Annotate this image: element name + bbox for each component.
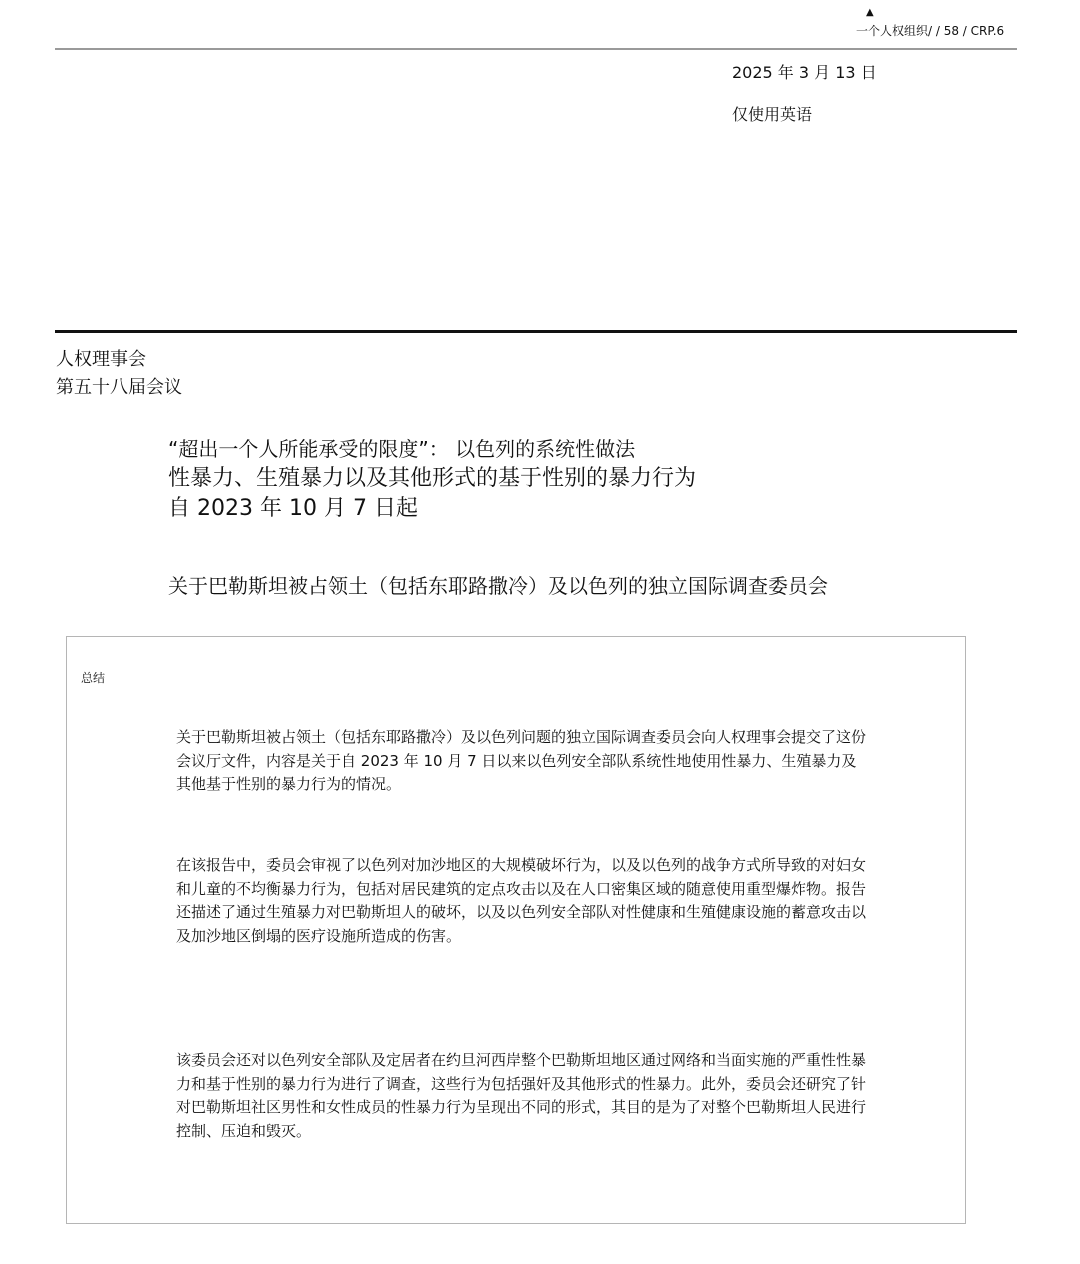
summary-heading: 总结 — [81, 671, 106, 685]
commission-name: 关于巴勒斯坦被占领土（包括东耶路撒冷）及以色列的独立国际调查委员会 — [168, 574, 828, 598]
document-title-line-1: “超出一个人所能承受的限度”： 以色列的系统性做法 — [168, 437, 636, 461]
header-divider — [55, 48, 1017, 50]
summary-paragraph-3: 该委员会还对以色列安全部队及定居者在约旦河西岸整个巴勒斯坦地区通过网络和当面实施的严重性性暴力和基于性别的暴力行为进行了调查，这些行为包括强奸及其他形式的性暴力。此外，委员会还研究了针对巴勒斯坦社区男性和女性成员的性暴力行为呈现出不同的形式，其目的是为了对整个巴勒斯坦人民进行控制、压迫和毁灭。 — [176, 1051, 867, 1140]
session-name: 第五十八届会议 — [56, 377, 182, 398]
document-symbol: 一个人权组织/ / 58 / CRP.6 — [856, 24, 1005, 38]
summary-paragraph-2: 在该报告中，委员会审视了以色列对加沙地区的大规模破坏行为，以及以色列的战争方式所导致的对妇女和儿童的不均衡暴力行为，包括对居民建筑的定点攻击以及在人口密集区域的随意使用重型爆炸物。报告还描述了通过生殖暴力对巴勒斯坦人的破坏，以及以色列安全部队对性健康和生殖健康设施的蓄意攻击以及加沙地区倒塌的医疗设施所造成的伤害。 — [176, 856, 867, 945]
header-marker: ▲ — [866, 7, 874, 18]
document-language: 仅使用英语 — [732, 105, 813, 124]
main-divider — [55, 330, 1017, 333]
council-name: 人权理事会 — [56, 349, 146, 370]
document-title-line-2: 性暴力、生殖暴力以及其他形式的基于性别的暴力行为 — [168, 466, 697, 491]
document-date: 2025 年 3 月 13 日 — [732, 63, 877, 82]
summary-paragraph-1: 关于巴勒斯坦被占领土（包括东耶路撒冷）及以色列问题的独立国际调查委员会向人权理事会提交了这份会议厅文件，内容是关于自 2023 年 10 月 7 日以来以色列安全部队系统性地使用性暴力、生殖暴力及其他基于性别的暴力行为的情况。 — [176, 728, 867, 793]
document-title-line-3: 自 2023 年 10 月 7 日起 — [168, 496, 418, 521]
